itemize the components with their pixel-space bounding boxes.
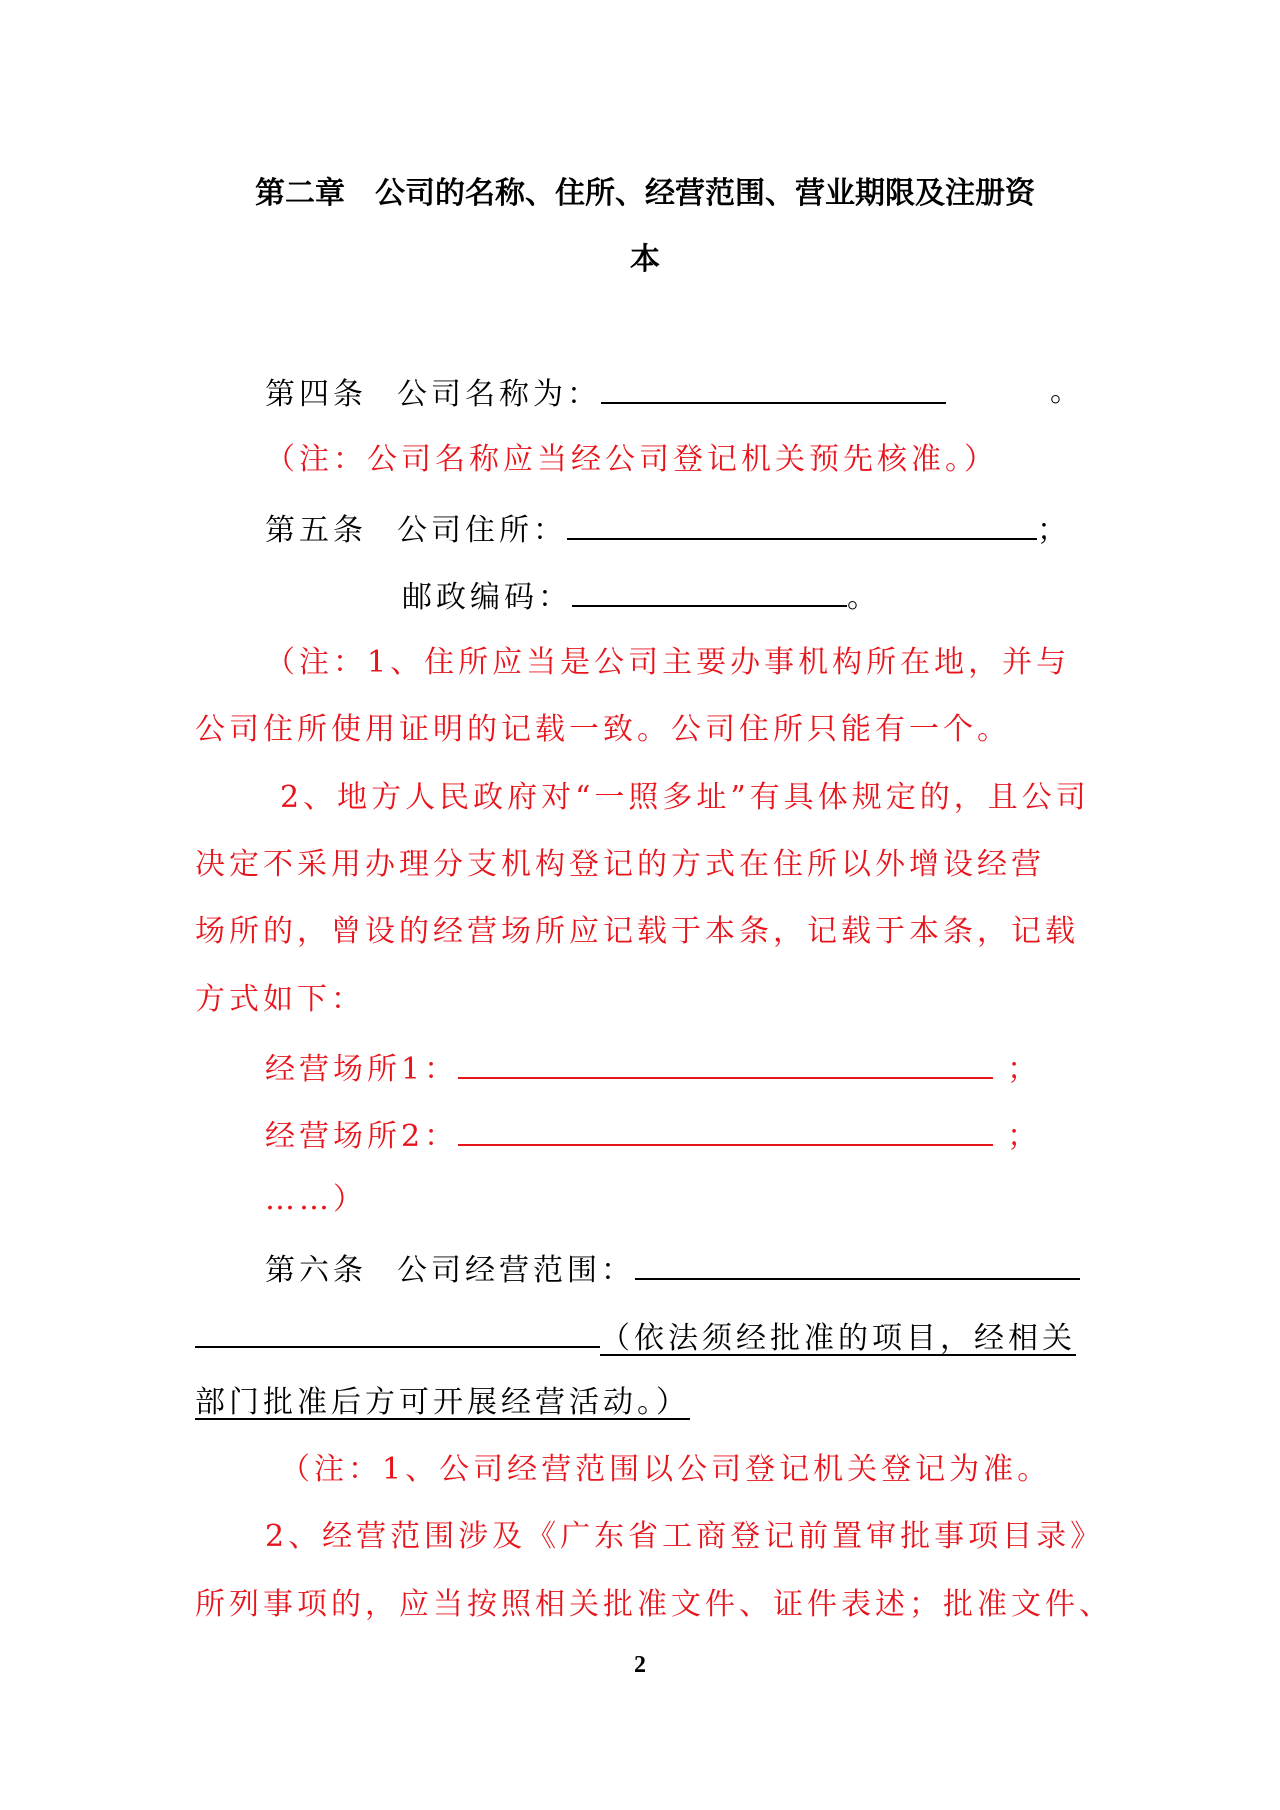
sites-ellipsis: ……） xyxy=(265,1182,367,1217)
article-6-line2-text: （依法须经批准的项目，经相关 xyxy=(600,1321,1076,1356)
article-4-text: 公司名称为： xyxy=(397,377,601,412)
chapter-title-line1: 第二章 公司的名称、住所、经营范围、营业期限及注册资 xyxy=(255,176,1035,211)
article-5-text: 公司住所： xyxy=(397,513,567,548)
article-5-end: ； xyxy=(1037,513,1071,548)
article-5-note2-line1: 2、地方人民政府对“一照多址”有具体规定的，且公司 xyxy=(280,780,1090,815)
site-1-end: ； xyxy=(1007,1052,1042,1087)
postcode-label: 邮政编码： xyxy=(402,580,572,615)
article-6-line3: 部门批准后方可开展经营活动。） xyxy=(195,1385,690,1420)
business-scope-blank-2[interactable] xyxy=(195,1316,600,1348)
article-6 xyxy=(265,1248,1080,1291)
article-5-note2-line2: 决定不采用办理分支机构登记的方式在住所以外增设经营 xyxy=(195,847,1045,882)
article-4-note: （注：公司名称应当经公司登记机关预先核准。） xyxy=(265,442,998,477)
article-6-note2-line2: 所列事项的，应当按照相关批准文件、证件表述；批准文件、 xyxy=(195,1587,1113,1622)
article-5-label: 第五条 xyxy=(265,513,367,548)
chapter-title-line2: 本 xyxy=(630,242,660,277)
article-5-note1-line1: （注：1、住所应当是公司主要办事机构所在地，并与 xyxy=(265,645,1071,680)
site-2-end: ； xyxy=(1007,1119,1042,1154)
article-6-text: 公司经营范围： xyxy=(397,1253,635,1288)
site-2-blank[interactable] xyxy=(458,1114,993,1146)
business-scope-blank[interactable] xyxy=(635,1248,1080,1280)
article-4 xyxy=(265,372,946,415)
article-4-label: 第四条 xyxy=(265,377,367,412)
article-4-end: 。 xyxy=(1050,374,1084,409)
postcode-blank[interactable] xyxy=(572,575,847,607)
article-5-note1-line2: 公司住所使用证明的记载一致。公司住所只能有一个。 xyxy=(195,712,1011,747)
site-2-label: 经营场所2： xyxy=(265,1119,459,1154)
postcode xyxy=(402,575,881,618)
article-5 xyxy=(265,508,1071,551)
business-site-1 xyxy=(265,1047,1041,1090)
company-name-blank[interactable] xyxy=(601,372,946,404)
postcode-end: 。 xyxy=(847,580,881,615)
article-6-note1: （注：1、公司经营范围以公司登记机关登记为准。 xyxy=(280,1452,1052,1487)
site-1-label: 经营场所1： xyxy=(265,1052,459,1087)
business-site-2 xyxy=(265,1114,1041,1157)
article-6-note2-line1: 2、经营范围涉及《广东省工商登记前置审批事项目录》 xyxy=(265,1519,1105,1554)
page-number: 2 xyxy=(634,1652,646,1678)
article-6-line2 xyxy=(195,1316,1095,1359)
site-1-blank[interactable] xyxy=(458,1047,993,1079)
company-address-blank[interactable] xyxy=(567,508,1037,540)
article-5-note2-line3: 场所的，曾设的经营场所应记载于本条，记载于本条，记载 xyxy=(195,914,1079,949)
article-6-label: 第六条 xyxy=(265,1253,367,1288)
article-5-note2-line4: 方式如下： xyxy=(195,982,365,1017)
